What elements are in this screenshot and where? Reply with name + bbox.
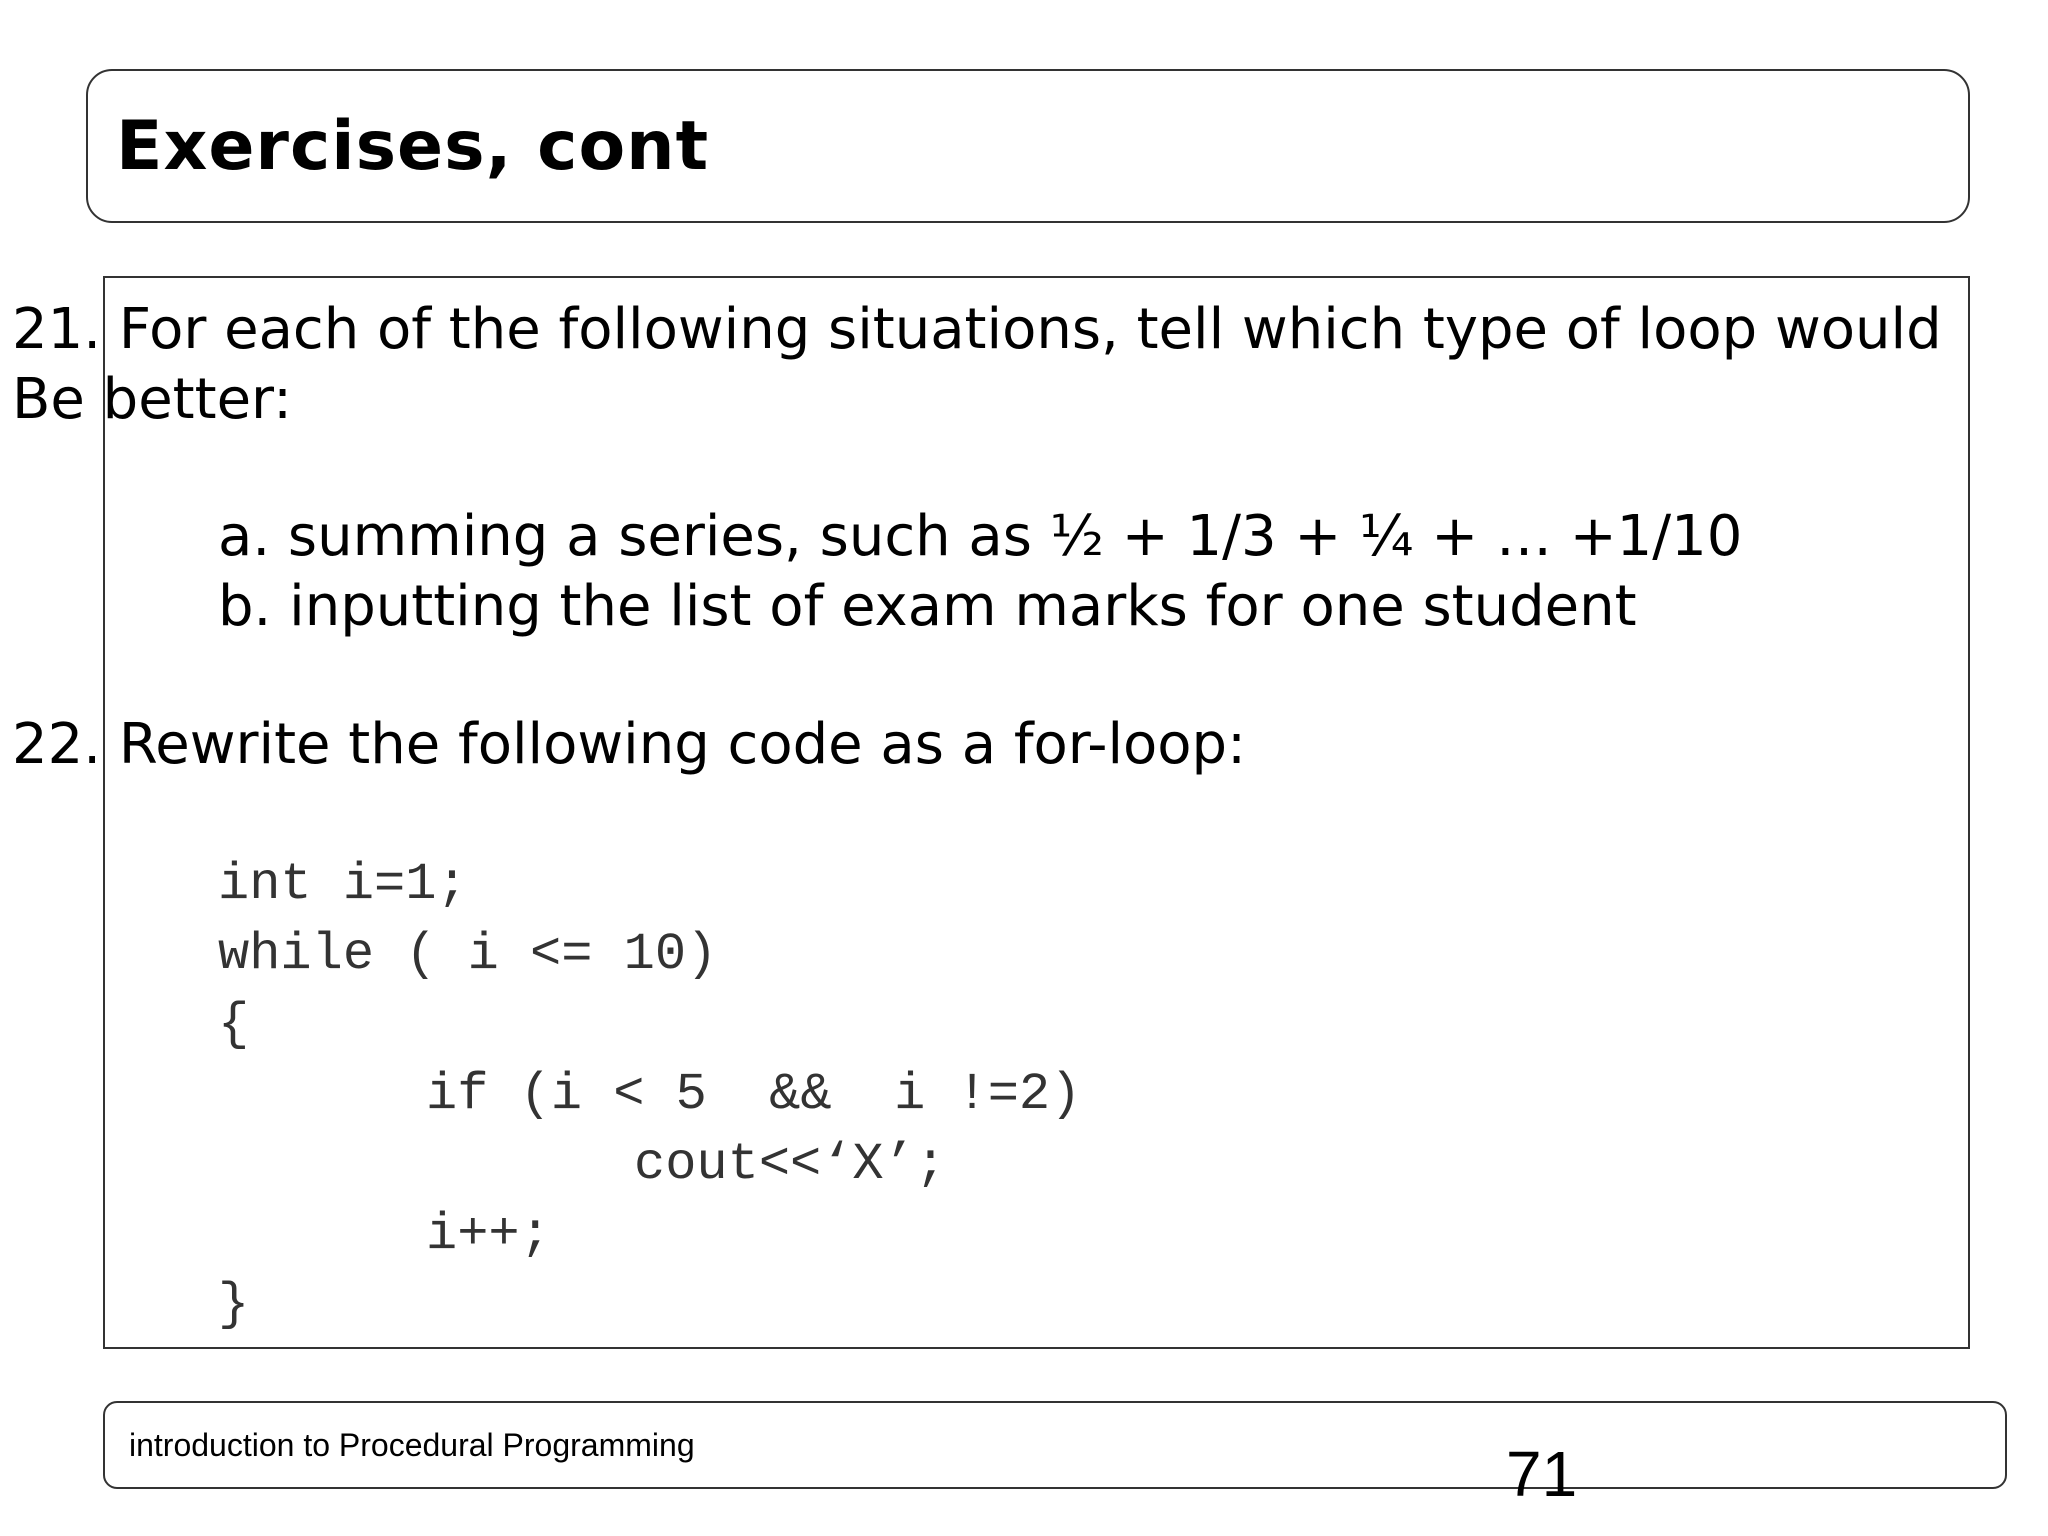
code-line-5: cout<<‘X’; xyxy=(634,1135,947,1194)
question-22-line-1: 22. Rewrite the following code as a for-loop: xyxy=(12,712,1246,777)
page-title: Exercises, cont xyxy=(116,107,710,186)
code-line-7: } xyxy=(218,1275,250,1334)
code-line-2: while ( i <= 10) xyxy=(218,925,718,984)
footer-box xyxy=(103,1401,2007,1489)
code-line-1: int i=1; xyxy=(218,855,468,914)
question-21-item-a: a. summing a series, such as ½ + 1/3 + ¼ + … +1/10 xyxy=(218,504,1743,569)
question-21-item-b: b. inputting the list of exam marks for one student xyxy=(218,574,1637,639)
question-21-line-2: Be better: xyxy=(12,367,292,432)
code-line-6: i++; xyxy=(426,1205,551,1264)
code-line-4: if (i < 5 && i !=2) xyxy=(426,1065,1082,1124)
footer-course-title: introduction to Procedural Programming xyxy=(129,1427,695,1463)
question-21-line-1: 21. For each of the following situations, tell which type of loop would xyxy=(12,297,1942,362)
page-number: 71 xyxy=(1506,1438,1578,1510)
code-line-3: { xyxy=(218,995,250,1054)
